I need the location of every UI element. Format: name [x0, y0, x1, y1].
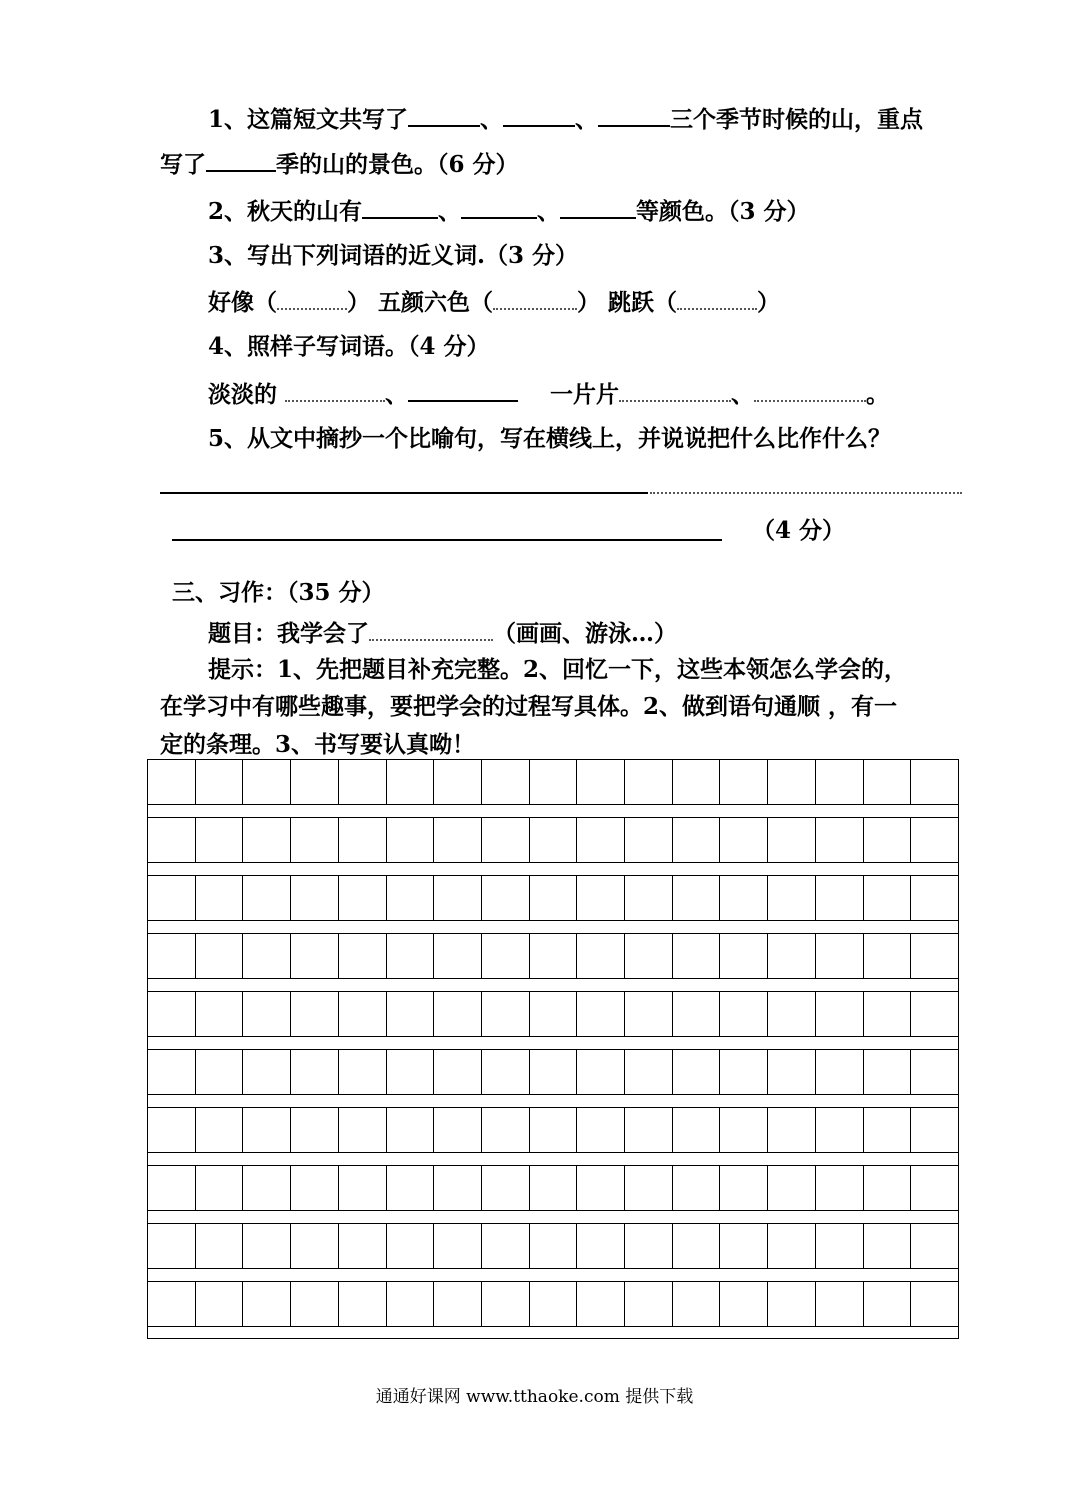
grid-cell[interactable] [481, 992, 529, 1036]
answer-blank[interactable] [754, 378, 866, 402]
grid-row [147, 1107, 959, 1153]
grid-cell[interactable] [195, 1050, 243, 1094]
grid-cell[interactable] [147, 992, 195, 1036]
grid-cell[interactable] [576, 1108, 624, 1152]
grid-cell[interactable] [767, 1224, 815, 1268]
grid-cell[interactable] [290, 934, 338, 978]
grid-cell[interactable] [624, 876, 672, 920]
grid-cell[interactable] [433, 760, 481, 804]
question-5-text: 5、从文中摘抄一个比喻句，写在横线上，并说说把什么比作什么？ [208, 425, 892, 452]
grid-cell[interactable] [863, 818, 911, 862]
grid-cell[interactable] [624, 1224, 672, 1268]
grid-cell[interactable] [767, 1108, 815, 1152]
answer-blank[interactable] [206, 148, 276, 172]
separator: 、 [537, 198, 561, 225]
grid-cell[interactable] [767, 934, 815, 978]
question-3-text: 3、写出下列词语的近义词.（3 分） [208, 242, 579, 269]
essay-hint-line-1 [208, 655, 907, 685]
grid-cell[interactable] [386, 934, 434, 978]
question-2-text: 2、秋天的山有 [208, 198, 363, 225]
grid-cell[interactable] [338, 876, 386, 920]
grid-cell[interactable] [910, 1282, 959, 1326]
grid-row [147, 933, 959, 979]
grid-cell[interactable] [338, 1224, 386, 1268]
grid-cell[interactable] [863, 1166, 911, 1210]
grid-cell[interactable] [719, 818, 767, 862]
grid-cell[interactable] [863, 1050, 911, 1094]
grid-cell[interactable] [290, 760, 338, 804]
grid-cell[interactable] [576, 1282, 624, 1326]
grid-cell[interactable] [242, 818, 290, 862]
grid-cell[interactable] [529, 876, 577, 920]
grid-cell[interactable] [719, 1166, 767, 1210]
grid-cell[interactable] [290, 818, 338, 862]
grid-cell[interactable] [624, 1166, 672, 1210]
grid-cell[interactable] [481, 1108, 529, 1152]
writing-grid[interactable] [147, 759, 959, 1344]
grid-cell[interactable] [624, 1282, 672, 1326]
grid-cell[interactable] [386, 1050, 434, 1094]
question-4 [208, 332, 490, 362]
word-prompt: 跳跃（ [608, 289, 678, 316]
grid-cell[interactable] [433, 1166, 481, 1210]
grid-cell[interactable] [481, 934, 529, 978]
grid-cell[interactable] [910, 1224, 959, 1268]
answer-blank[interactable] [408, 103, 480, 127]
grid-cell[interactable] [481, 1282, 529, 1326]
grid-cell[interactable] [815, 992, 863, 1036]
question-1-text-cont: 季的山的景色。（6 分） [276, 151, 519, 178]
grid-cell[interactable] [433, 818, 481, 862]
grid-cell[interactable] [242, 992, 290, 1036]
word-prompt: 淡淡的 [208, 381, 277, 408]
grid-cell[interactable] [672, 934, 720, 978]
grid-cell[interactable] [767, 1282, 815, 1326]
grid-cell[interactable] [242, 876, 290, 920]
grid-cell[interactable] [767, 876, 815, 920]
grid-cell[interactable] [338, 1050, 386, 1094]
grid-row-gap [147, 805, 959, 817]
grid-cell[interactable] [529, 992, 577, 1036]
hint-text: 在学习中有哪些趣事，要把学会的过程写具体。2、做到语句通顺 ，有一 [160, 693, 898, 720]
grid-cell[interactable] [242, 1050, 290, 1094]
grid-cell[interactable] [195, 1224, 243, 1268]
question-2 [208, 195, 810, 227]
grid-cell[interactable] [767, 760, 815, 804]
grid-cell[interactable] [529, 1108, 577, 1152]
grid-cell[interactable] [910, 818, 959, 862]
grid-row-gap [147, 1211, 959, 1223]
grid-cell[interactable] [386, 760, 434, 804]
grid-cell[interactable] [863, 1282, 911, 1326]
grid-cell[interactable] [815, 818, 863, 862]
grid-cell[interactable] [863, 760, 911, 804]
grid-cell[interactable] [576, 992, 624, 1036]
grid-row-gap [147, 1327, 959, 1339]
question-5 [208, 424, 891, 454]
grid-cell[interactable] [147, 876, 195, 920]
grid-cell[interactable] [147, 1050, 195, 1094]
question-5-score [752, 516, 845, 546]
grid-cell[interactable] [529, 934, 577, 978]
grid-cell[interactable] [910, 876, 959, 920]
grid-cell[interactable] [576, 1050, 624, 1094]
grid-cell[interactable] [386, 1108, 434, 1152]
grid-cell[interactable] [338, 1166, 386, 1210]
grid-cell[interactable] [672, 1166, 720, 1210]
grid-cell[interactable] [242, 1166, 290, 1210]
grid-cell[interactable] [863, 1108, 911, 1152]
answer-line[interactable] [160, 492, 648, 494]
grid-row-gap [147, 863, 959, 875]
grid-cell[interactable] [147, 1108, 195, 1152]
grid-cell[interactable] [147, 1166, 195, 1210]
grid-cell[interactable] [147, 1282, 195, 1326]
essay-hint-line-3 [160, 730, 475, 760]
grid-cell[interactable] [338, 934, 386, 978]
question-4-words [208, 378, 889, 410]
grid-cell[interactable] [481, 1224, 529, 1268]
grid-cell[interactable] [290, 992, 338, 1036]
grid-cell[interactable] [195, 992, 243, 1036]
grid-cell[interactable] [815, 876, 863, 920]
grid-cell[interactable] [481, 818, 529, 862]
grid-row-gap [147, 921, 959, 933]
grid-cell[interactable] [242, 934, 290, 978]
grid-row-gap [147, 1037, 959, 1049]
essay-hint-line-2 [160, 692, 897, 722]
grid-cell[interactable] [910, 1050, 959, 1094]
grid-cell[interactable] [767, 1050, 815, 1094]
grid-cell[interactable] [433, 876, 481, 920]
grid-cell[interactable] [338, 818, 386, 862]
footer [0, 1382, 1069, 1407]
grid-cell[interactable] [147, 760, 195, 804]
bracket: ） [577, 289, 601, 316]
grid-cell[interactable] [386, 992, 434, 1036]
title-examples: （画画、游泳…） [493, 620, 677, 647]
grid-cell[interactable] [433, 1282, 481, 1326]
word-prompt: 五颜六色（ [378, 289, 494, 316]
grid-cell[interactable] [195, 818, 243, 862]
grid-cell[interactable] [290, 1224, 338, 1268]
grid-cell[interactable] [195, 934, 243, 978]
grid-cell[interactable] [576, 818, 624, 862]
grid-cell[interactable] [672, 1108, 720, 1152]
grid-cell[interactable] [386, 1224, 434, 1268]
grid-cell[interactable] [195, 876, 243, 920]
grid-cell[interactable] [195, 760, 243, 804]
grid-cell[interactable] [433, 1050, 481, 1094]
separator: 、 [385, 381, 409, 408]
grid-cell[interactable] [481, 1166, 529, 1210]
grid-cell[interactable] [672, 1282, 720, 1326]
separator: 、 [575, 106, 599, 133]
question-4-text: 4、照样子写词语。（4 分） [208, 333, 490, 360]
grid-cell[interactable] [529, 1050, 577, 1094]
grid-cell[interactable] [242, 760, 290, 804]
hint-text: 提示：1、先把题目补充完整。2、回忆一下，这些本领怎么学会的， [208, 656, 908, 683]
question-1-text: 写了 [160, 151, 206, 178]
title-blank[interactable] [369, 617, 493, 641]
answer-blank[interactable] [598, 103, 670, 127]
grid-cell[interactable] [386, 876, 434, 920]
grid-cell[interactable] [863, 934, 911, 978]
grid-cell[interactable] [338, 992, 386, 1036]
grid-cell[interactable] [767, 818, 815, 862]
grid-row [147, 1049, 959, 1095]
question-3-words [208, 286, 780, 318]
grid-cell[interactable] [910, 934, 959, 978]
grid-cell[interactable] [910, 1166, 959, 1210]
grid-cell[interactable] [195, 1108, 243, 1152]
grid-cell[interactable] [433, 934, 481, 978]
grid-cell[interactable] [433, 1108, 481, 1152]
grid-cell[interactable] [767, 1166, 815, 1210]
bracket: ） [757, 289, 781, 316]
answer-blank[interactable] [677, 286, 757, 310]
grid-cell[interactable] [195, 1282, 243, 1326]
grid-row [147, 817, 959, 863]
grid-row-gap [147, 1095, 959, 1107]
grid-cell[interactable] [576, 1224, 624, 1268]
grid-cell[interactable] [433, 1224, 481, 1268]
answer-blank[interactable] [408, 378, 518, 402]
grid-cell[interactable] [529, 760, 577, 804]
grid-cell[interactable] [672, 760, 720, 804]
word-prompt: 一片片 [550, 381, 620, 408]
grid-cell[interactable] [290, 1108, 338, 1152]
grid-cell[interactable] [386, 1282, 434, 1326]
grid-cell[interactable] [624, 992, 672, 1036]
grid-cell[interactable] [529, 1166, 577, 1210]
separator: 、 [731, 381, 755, 408]
grid-cell[interactable] [910, 760, 959, 804]
grid-cell[interactable] [386, 818, 434, 862]
grid-cell[interactable] [863, 992, 911, 1036]
score-label: （4 分） [752, 517, 846, 544]
grid-cell[interactable] [672, 1050, 720, 1094]
answer-blank[interactable] [285, 378, 385, 402]
grid-cell[interactable] [290, 1282, 338, 1326]
grid-cell[interactable] [242, 1282, 290, 1326]
grid-row-gap [147, 979, 959, 991]
essay-title [208, 617, 677, 649]
answer-blank[interactable] [619, 378, 731, 402]
grid-row [147, 1165, 959, 1211]
grid-cell[interactable] [863, 876, 911, 920]
question-1-text-cont: 三个季节时候的山，重点 [670, 106, 924, 133]
grid-cell[interactable] [719, 934, 767, 978]
answer-blank[interactable] [277, 286, 347, 310]
essay-heading [172, 578, 385, 608]
grid-cell[interactable] [719, 992, 767, 1036]
grid-cell[interactable] [147, 934, 195, 978]
grid-cell[interactable] [767, 992, 815, 1036]
grid-cell[interactable] [433, 992, 481, 1036]
grid-cell[interactable] [624, 1050, 672, 1094]
footer-text: 通通好课网 www.tthaoke.com 提供下载 [375, 1387, 694, 1407]
separator: 、 [480, 106, 504, 133]
grid-row-gap [147, 1269, 959, 1281]
grid-cell[interactable] [910, 1108, 959, 1152]
section-heading: 三、习作：（35 分） [172, 579, 385, 606]
grid-cell[interactable] [672, 876, 720, 920]
grid-cell[interactable] [719, 1224, 767, 1268]
grid-cell[interactable] [576, 1166, 624, 1210]
grid-cell[interactable] [910, 992, 959, 1036]
grid-cell[interactable] [624, 1108, 672, 1152]
grid-cell[interactable] [242, 1224, 290, 1268]
grid-cell[interactable] [481, 760, 529, 804]
question-2-text-cont: 等颜色。（3 分） [636, 198, 810, 225]
grid-cell[interactable] [719, 1108, 767, 1152]
grid-cell[interactable] [529, 1224, 577, 1268]
answer-blank[interactable] [362, 195, 438, 219]
answer-line[interactable] [650, 492, 962, 494]
grid-cell[interactable] [147, 818, 195, 862]
grid-cell[interactable] [672, 1224, 720, 1268]
grid-cell[interactable] [338, 760, 386, 804]
grid-row-gap [147, 1153, 959, 1165]
period: 。 [866, 381, 890, 408]
grid-cell[interactable] [290, 1166, 338, 1210]
bracket: ） [347, 289, 370, 316]
grid-cell[interactable] [576, 934, 624, 978]
grid-cell[interactable] [529, 818, 577, 862]
grid-cell[interactable] [815, 934, 863, 978]
grid-cell[interactable] [672, 818, 720, 862]
grid-cell[interactable] [624, 934, 672, 978]
grid-cell[interactable] [624, 818, 672, 862]
answer-blank[interactable] [503, 103, 575, 127]
word-prompt: 好像（ [208, 289, 277, 316]
grid-cell[interactable] [195, 1166, 243, 1210]
grid-cell[interactable] [481, 1050, 529, 1094]
grid-cell[interactable] [529, 1282, 577, 1326]
grid-cell[interactable] [815, 760, 863, 804]
grid-cell[interactable] [576, 760, 624, 804]
grid-row [147, 1223, 959, 1269]
grid-cell[interactable] [815, 1050, 863, 1094]
grid-cell[interactable] [242, 1108, 290, 1152]
answer-blank[interactable] [461, 195, 537, 219]
grid-cell[interactable] [719, 1282, 767, 1326]
grid-cell[interactable] [719, 1050, 767, 1094]
grid-row [147, 1281, 959, 1327]
grid-cell[interactable] [815, 1108, 863, 1152]
grid-row [147, 875, 959, 921]
grid-cell[interactable] [576, 876, 624, 920]
grid-cell[interactable] [338, 1282, 386, 1326]
grid-cell[interactable] [481, 876, 529, 920]
grid-cell[interactable] [815, 1224, 863, 1268]
grid-cell[interactable] [147, 1224, 195, 1268]
grid-cell[interactable] [719, 760, 767, 804]
title-prompt: 题目：我学会了 [208, 620, 369, 647]
grid-cell[interactable] [719, 876, 767, 920]
question-3 [208, 241, 578, 271]
grid-cell[interactable] [624, 760, 672, 804]
question-1-text: 1、这篇短文共写了 [208, 106, 409, 133]
grid-cell[interactable] [338, 1108, 386, 1152]
grid-row [147, 759, 959, 805]
separator: 、 [438, 198, 462, 225]
question-1-line-2 [160, 148, 519, 180]
grid-cell[interactable] [815, 1282, 863, 1326]
grid-cell[interactable] [386, 1166, 434, 1210]
answer-blank[interactable] [493, 286, 577, 310]
grid-cell[interactable] [672, 992, 720, 1036]
grid-cell[interactable] [290, 1050, 338, 1094]
question-1-line-1 [208, 103, 923, 135]
grid-cell[interactable] [815, 1166, 863, 1210]
answer-blank[interactable] [560, 195, 636, 219]
grid-row [147, 991, 959, 1037]
grid-cell[interactable] [290, 876, 338, 920]
hint-text: 定的条理。3、书写要认真呦！ [160, 731, 476, 758]
answer-line[interactable] [172, 539, 722, 541]
grid-cell[interactable] [863, 1224, 911, 1268]
